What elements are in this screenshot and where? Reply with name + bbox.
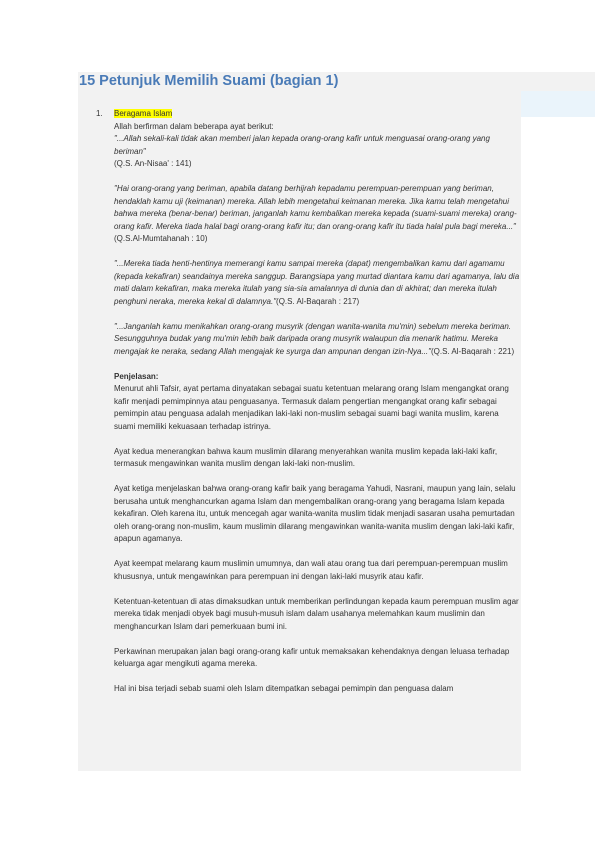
quote-4-text: "...Janganlah kamu menikahkan orang-orang musyrik (dengan wanita-wanita mu'min) sebelum mereka beriman. Sesungguhnya budak yang mu'min lebih baik daripada orang musyrik walaupun dia menarik hatimu. Mereka mengajak ke neraka, sedang Allah mengajak ke syurga dan ampunan dengan izin-Nya..." <box>114 321 512 356</box>
quote-2-text: "Hai orang-orang yang beriman, apabila datang berhijrah kepadamu perempuan-perempuan yang beriman, hendaklah kamu uji (keimanan) mereka. Allah lebih mengetahui keimanan mereka. Jika kamu telah mengetahui bahwa mereka (benar-benar) beriman, janganlah kamu kembalikan mereka kepada (suami-suami mereka) orang-orang kafir. Mereka tiada halal bagi orang-orang kafir itu; dan orang-orang kafir itu tiada halal pula bagi mereka..." <box>114 184 517 231</box>
side-panel <box>521 91 595 117</box>
quote-3-ref: (Q.S. Al-Baqarah : 217) <box>276 296 360 306</box>
explanation-paragraph-1: Menurut ahli Tafsir, ayat pertama dinyatakan sebagai suatu ketentuan melarang orang Islam mengangkat orang kafir menjadi pemimpinnya atau penguasanya. Termasuk dalam pengertian mengangkat orang kafir sebagai pemimpin atau penguasa adalah menjadikan laki-laki non-muslim sebagai suami bagi wanita muslim, karena suami memiliki kekuasaan terhadap istrinya. <box>114 384 509 431</box>
explanation-paragraph-5: Ketentuan-ketentuan di atas dimaksudkan untuk memberikan perlindungan kepada kaum perempuan muslim agar mereka tidak menjadi obyek bagi musuh-musuh islam dalam usahanya melemahkan kaum muslimin dan menghancurkan Islam dari pemerkuaan bumi ini. <box>114 596 519 631</box>
article-content <box>114 108 520 708</box>
explanation-paragraph-3: Ayat ketiga menjelaskan bahwa orang-orang kafir baik yang beragama Yahudi, Nasrani, maupun yang lain, selalu berusaha untuk menghancurkan agama Islam dan mengembalikan orang-orang yang beragama Islam kepada kekafiran. Oleh karena itu, untuk mencegah agar wanita-wanita muslim tidak menjadi sasaran usaha pemurtadan oleh orang-orang non-muslim, kaum muslimin dilarang mengawinkan wanita-wanita muslim dengan laki-laki kafir, apapun agamanya. <box>114 484 516 543</box>
list-heading <box>114 108 520 121</box>
explanation-paragraph-7: Hal ini bisa terjadi sebab suami oleh Islam ditempatkan sebagai pemimpin dan penguasa dalam <box>114 684 454 693</box>
list-heading-text: Beragama Islam <box>114 109 173 118</box>
explanation-paragraph-2: Ayat kedua menerangkan bahwa kaum muslimin dilarang menyerahkan wanita muslim kepada laki-laki kafir, termasuk mengawinkan wanita muslim dengan laki-laki non-muslim. <box>114 446 498 468</box>
quote-1 <box>114 133 520 171</box>
quote-3 <box>114 258 520 308</box>
intro-text: Allah berfirman dalam beberapa ayat berikut: <box>114 121 274 131</box>
list-number: 1. <box>96 109 103 118</box>
quote-4 <box>114 321 520 359</box>
quote-3-text: "...Mereka tiada henti-hentinya memerangi kamu sampai mereka (dapat) mengembalikan kamu dari agamamu (kepada kekafiran) seandainya mereka sanggup. Barangsiapa yang murtad diantara kamu dari agamanya, lalu dia mati dalam kekafiran, maka mereka itulah yang sia-sia amalannya di dunia dan di akhirat; dan mereka itulah penghuni neraka, mereka kekal di dalamnya." <box>114 259 520 306</box>
explanation-heading: Penjelasan: <box>114 371 159 381</box>
quote-1-ref: (Q.S. An-Nisaa' : 141) <box>114 159 192 168</box>
quote-1-text: "...Allah sekali-kali tidak akan memberi jalan kepada orang-orang kafir untuk menguasai orang-orang yang beriman" <box>114 134 490 156</box>
quote-2-ref: (Q.S.Al-Mumtahanah : 10) <box>114 234 208 243</box>
quote-2 <box>114 183 520 246</box>
quote-4-ref: (Q.S. Al-Baqarah : 221) <box>430 346 515 356</box>
page-title: 15 Petunjuk Memilih Suami (bagian 1) <box>79 73 339 89</box>
explanation-paragraph-4: Ayat keempat melarang kaum muslimin umumnya, dan wali atau orang tua dari perempuan-perempuan muslim khususnya, untuk mengawinkan para perempuan ini dengan laki-laki musyrik atau kafir. <box>114 559 508 581</box>
explanation-paragraph-6: Perkawinan merupakan jalan bagi orang-orang kafir untuk memaksakan kehendaknya dengan leluasa terhadap keluarga agar mengikuti agama mereka. <box>114 646 510 668</box>
